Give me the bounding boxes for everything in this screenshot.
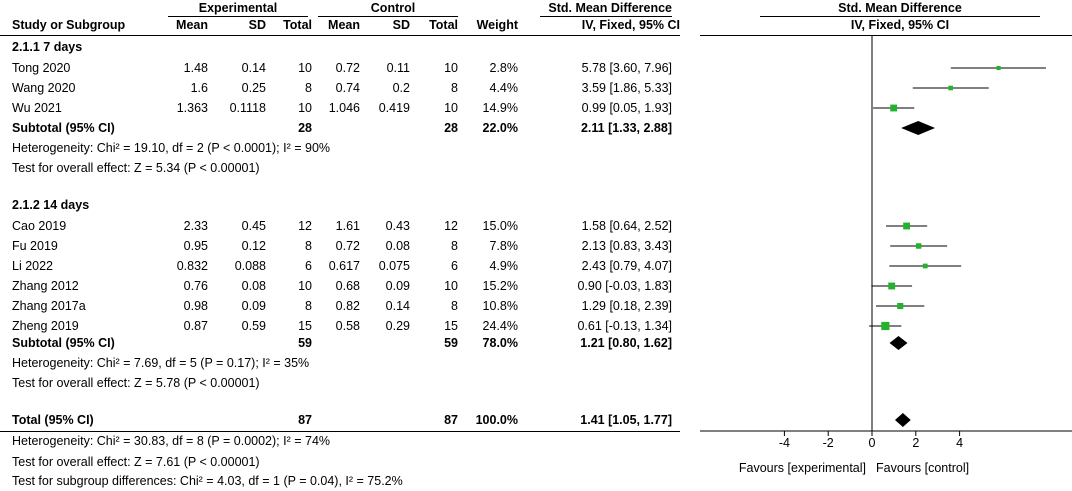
study-marker [948, 86, 953, 91]
weight: 15.0% [482, 219, 518, 233]
weight: 15.2% [482, 279, 518, 293]
ctrl-total: 10 [444, 279, 458, 293]
ctrl-sd: 0.2 [392, 81, 410, 95]
exp-total: 15 [298, 319, 312, 333]
overall-effect-text: Test for overall effect: Z = 7.61 (P < 0.00001) [12, 455, 260, 469]
x-tick-label: 4 [956, 436, 964, 450]
smd-ci: 1.58 [0.64, 2.52] [581, 219, 672, 233]
ctrl-sd: 0.11 [386, 61, 410, 75]
smd-ci: 1.21 [0.80, 1.62] [580, 336, 672, 350]
study-name: Fu 2019 [12, 239, 58, 253]
exp-sd: 0.45 [241, 219, 266, 233]
exp-total: 8 [305, 299, 312, 313]
smd-ci: 0.99 [0.05, 1.93] [581, 101, 672, 115]
study-name: Wang 2020 [12, 81, 76, 95]
ctrl-mean: 0.74 [335, 81, 360, 95]
exp-total: 8 [305, 81, 312, 95]
smd-ci: 3.59 [1.86, 5.33] [581, 81, 672, 95]
exp-total: 10 [298, 61, 312, 75]
weight: 78.0% [482, 336, 518, 350]
smd-ci: 1.29 [0.18, 2.39] [581, 299, 672, 313]
ctrl-total: 28 [444, 121, 458, 135]
study-marker [881, 322, 889, 330]
exp-total: 6 [305, 259, 312, 273]
exp-total: 28 [298, 121, 312, 135]
smd-method-header: IV, Fixed, 95% CI [581, 18, 680, 32]
ctrl-total: 8 [451, 239, 458, 253]
plot-title: Std. Mean Difference [838, 1, 962, 15]
exp-mean: 0.832 [176, 259, 208, 273]
study-name: Zhang 2017a [12, 299, 86, 313]
exp-mean-header: Mean [176, 18, 208, 32]
experimental-group-header: Experimental [198, 1, 278, 15]
ctrl-mean-header: Mean [328, 18, 360, 32]
weight: 4.9% [489, 259, 518, 273]
ctrl-mean: 1.61 [335, 219, 360, 233]
exp-total-header: Total [283, 18, 312, 32]
study-name: Zheng 2019 [12, 319, 79, 333]
ctrl-sd: 0.419 [378, 101, 410, 115]
exp-sd: 0.59 [241, 319, 266, 333]
ctrl-sd: 0.09 [385, 279, 410, 293]
smd-ci: 5.78 [3.60, 7.96] [581, 61, 672, 75]
heterogeneity-text: Heterogeneity: Chi² = 30.83, df = 8 (P = 0.0002); I² = 74% [12, 434, 331, 448]
overall-effect-text: Test for overall effect: Z = 5.34 (P < 0.00001) [12, 161, 260, 175]
ctrl-total-header: Total [429, 18, 458, 32]
overall-effect-text: Test for overall effect: Z = 5.78 (P < 0.00001) [12, 376, 260, 390]
ctrl-total: 87 [444, 413, 458, 427]
ctrl-total: 8 [451, 299, 458, 313]
weight: 14.9% [482, 101, 518, 115]
exp-mean: 1.363 [176, 101, 208, 115]
exp-total: 8 [305, 239, 312, 253]
ctrl-sd: 0.075 [378, 259, 410, 273]
smd-ci: 2.13 [0.83, 3.43] [581, 239, 672, 253]
study-column-header: Study or Subgroup [12, 18, 126, 32]
ctrl-sd: 0.43 [385, 219, 410, 233]
summary-diamond [895, 413, 911, 427]
ctrl-total: 15 [444, 319, 458, 333]
weight: 10.8% [482, 299, 518, 313]
summary-diamond [890, 336, 908, 350]
exp-sd: 0.14 [241, 61, 266, 75]
smd-ci: 1.41 [1.05, 1.77] [580, 413, 672, 427]
smd-ci: 0.90 [-0.03, 1.83] [577, 279, 672, 293]
exp-total: 10 [298, 279, 312, 293]
study-marker [890, 105, 897, 112]
ctrl-sd: 0.08 [385, 239, 410, 253]
exp-sd: 0.25 [241, 81, 266, 95]
ctrl-mean: 0.68 [335, 279, 360, 293]
heterogeneity-text: Heterogeneity: Chi² = 7.69, df = 5 (P = 0.17); I² = 35% [12, 356, 310, 370]
subgroup-differences-text: Test for subgroup differences: Chi² = 4.03, df = 1 (P = 0.04), I² = 75.2% [12, 474, 403, 488]
x-tick-label: 0 [868, 436, 876, 450]
group-title: 2.1.2 14 days [12, 198, 90, 212]
weight: 7.8% [489, 239, 518, 253]
exp-mean: 0.95 [183, 239, 208, 253]
exp-total: 59 [298, 336, 312, 350]
exp-sd: 0.1118 [229, 101, 266, 115]
plot-method-header: IV, Fixed, 95% CI [850, 18, 950, 32]
study-marker [923, 264, 928, 269]
weight: 24.4% [482, 319, 518, 333]
exp-mean: 0.98 [183, 299, 208, 313]
weight: 2.8% [489, 61, 518, 75]
exp-mean: 2.33 [183, 219, 208, 233]
favours-experimental-label: Favours [experimental] [738, 461, 866, 475]
ctrl-sd: 0.14 [385, 299, 410, 313]
control-group-header: Control [370, 1, 416, 15]
favours-control-label: Favours [control] [876, 461, 970, 475]
exp-total: 12 [298, 219, 312, 233]
ctrl-total: 10 [444, 101, 458, 115]
weight: 100.0% [475, 413, 518, 427]
exp-mean: 1.6 [190, 81, 208, 95]
smd-ci: 2.43 [0.79, 4.07] [581, 259, 672, 273]
x-tick-label: 2 [912, 436, 920, 450]
exp-sd: 0.088 [234, 259, 266, 273]
ctrl-mean: 1.046 [328, 101, 360, 115]
ctrl-total: 59 [444, 336, 458, 350]
summary-diamond [901, 121, 935, 135]
study-name: Zhang 2012 [12, 279, 79, 293]
weight-header: Weight [476, 18, 518, 32]
ctrl-total: 10 [444, 61, 458, 75]
group-title: 2.1.1 7 days [12, 40, 83, 54]
ctrl-total: 12 [444, 219, 458, 233]
weight: 4.4% [489, 81, 518, 95]
smd-column-title: Std. Mean Difference [548, 1, 672, 15]
heterogeneity-text: Heterogeneity: Chi² = 19.10, df = 2 (P < 0.0001); I² = 90% [12, 141, 331, 155]
ctrl-sd: 0.29 [385, 319, 410, 333]
x-tick-label: -2 [822, 436, 834, 450]
study-name: Cao 2019 [12, 219, 67, 233]
study-marker [888, 283, 895, 290]
exp-mean: 1.48 [183, 61, 208, 75]
exp-mean: 0.76 [183, 279, 208, 293]
study-name: Wu 2021 [12, 101, 62, 115]
subtotal-label: Subtotal (95% CI) [12, 121, 115, 135]
ctrl-mean: 0.72 [335, 239, 360, 253]
ctrl-mean: 0.617 [328, 259, 360, 273]
study-marker [997, 66, 1001, 70]
ctrl-total: 6 [451, 259, 458, 273]
ctrl-mean: 0.82 [335, 299, 360, 313]
subtotal-label: Subtotal (95% CI) [12, 336, 115, 350]
ctrl-sd-header: SD [392, 18, 410, 32]
study-marker [903, 223, 910, 230]
exp-sd-header: SD [248, 18, 266, 32]
exp-sd: 0.08 [241, 279, 266, 293]
exp-total: 87 [298, 413, 312, 427]
ctrl-mean: 0.72 [335, 61, 360, 75]
total-label: Total (95% CI) [12, 413, 94, 427]
exp-sd: 0.09 [241, 299, 266, 313]
exp-sd: 0.12 [241, 239, 266, 253]
exp-mean: 0.87 [183, 319, 208, 333]
x-tick-label: -4 [778, 436, 790, 450]
study-name: Li 2022 [12, 259, 54, 273]
study-name: Tong 2020 [12, 61, 71, 75]
ctrl-total: 8 [451, 81, 458, 95]
smd-ci: 2.11 [1.33, 2.88] [580, 121, 672, 135]
study-marker [897, 303, 903, 309]
exp-total: 10 [298, 101, 312, 115]
study-marker [916, 243, 921, 248]
ctrl-mean: 0.58 [335, 319, 360, 333]
weight: 22.0% [482, 121, 518, 135]
smd-ci: 0.61 [-0.13, 1.34] [577, 319, 672, 333]
